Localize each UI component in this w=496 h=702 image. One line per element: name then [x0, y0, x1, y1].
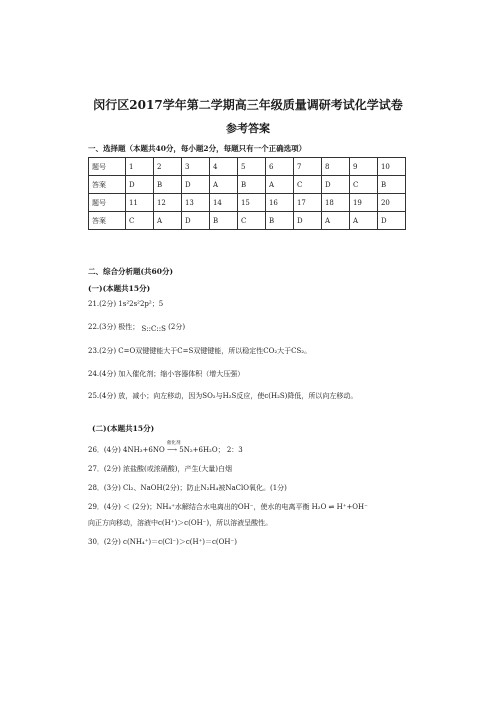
answer-30: 30．(2分) c(NH₄⁺)＝c(Cl⁻)＞c(H⁺)＝c(OH⁻)	[88, 538, 237, 546]
table-cell: A	[209, 176, 237, 194]
answer-28: 28．(3分) Cl₂、NaOH(2分)；防止N₂H₄被NaClO氧化。(1分)	[88, 484, 287, 492]
table-cell: B	[237, 176, 265, 194]
table-cell: A	[321, 212, 349, 230]
section-analysis-heading: 二、综合分析题(共60分)	[88, 267, 174, 276]
table-cell: C	[125, 212, 153, 230]
catalyst-arrow	[166, 441, 181, 454]
answer-26-products: 5N₂+6H₂O； 2：3	[179, 446, 243, 454]
table-cell: 6	[265, 158, 293, 176]
table-cell: B	[377, 176, 405, 194]
table-cell: C	[293, 176, 321, 194]
table-row	[89, 212, 406, 230]
table-cell: B	[153, 176, 181, 194]
table-cell: B	[265, 212, 293, 230]
document-subtitle: 参考答案	[226, 122, 270, 135]
part-two-heading: (二)(本题共15分)	[92, 424, 155, 433]
catalyst-label: 催化剂	[166, 441, 181, 446]
table-row-header-cell: 答案	[89, 212, 126, 230]
table-cell: 15	[237, 194, 265, 212]
table-cell: D	[181, 212, 209, 230]
table-cell: D	[321, 176, 349, 194]
table-cell: 5	[237, 158, 265, 176]
table-cell: B	[209, 212, 237, 230]
table-cell: 4	[209, 158, 237, 176]
table-row-header-cell: 题号	[89, 194, 126, 212]
table-cell: 16	[265, 194, 293, 212]
table-cell: 10	[377, 158, 405, 176]
table-cell: 8	[321, 158, 349, 176]
table-cell: 1	[125, 158, 153, 176]
document-title: 闵行区2017学年第二学期高三年级质量调研考试化学试卷	[93, 98, 403, 112]
answer-22	[88, 322, 185, 332]
table-cell: 14	[209, 194, 237, 212]
table-cell: 13	[181, 194, 209, 212]
answer-22-suffix: (2分)	[168, 323, 186, 331]
table-cell: C	[349, 176, 377, 194]
table-cell: D	[377, 212, 405, 230]
answer-24: 24.(4分) 加入催化剂；缩小容器体积（增大压强）	[88, 370, 245, 378]
answer-25: 25.(4分) 放，减小；向左移动，因为SO₂与H₂S反应，使c(H₂S)降低，所以向左移动。	[88, 392, 358, 400]
table-row-header-cell: 题号	[89, 158, 126, 176]
table-cell: 19	[349, 194, 377, 212]
table-cell: 11	[125, 194, 153, 212]
answer-27: 27．(2分) 浓盐酸(或浓硝酸)，产生(大量)白烟	[88, 465, 232, 473]
answer-29-line2: 向正方向移动，溶液中c(H⁺)＞c(OH⁻)，所以溶液呈酸性。	[88, 519, 273, 527]
lewis-structure-cs2: S::C::S	[141, 325, 166, 333]
answer-29-line1: 29．(4分) ＜ (2分)；NH₄⁺水解结合水电离出的OH⁻，使水的电离平衡 H₂O ⇌ H⁺+OH⁻	[88, 503, 368, 511]
table-cell: C	[237, 212, 265, 230]
table-cell: 20	[377, 194, 405, 212]
part-one-heading: (一)(本题共15分)	[88, 284, 151, 293]
reaction-arrow-icon: ⟶	[166, 446, 178, 454]
table-cell: A	[349, 212, 377, 230]
answer-23: 23.(2分) C=O双键键能大于C=S双键键能，所以稳定性CO₂大于CS₂。	[88, 347, 312, 355]
table-cell: 18	[321, 194, 349, 212]
table-cell: 2	[153, 158, 181, 176]
table-cell: D	[293, 212, 321, 230]
answer-26	[88, 441, 243, 455]
table-cell: 9	[349, 158, 377, 176]
answer-table	[88, 157, 406, 230]
table-cell: 17	[293, 194, 321, 212]
table-row	[89, 176, 406, 194]
table-row	[89, 158, 406, 176]
table-cell: D	[181, 176, 209, 194]
table-row-header-cell: 答案	[89, 176, 126, 194]
section-choice-heading: 一、选择题（本题共40分，每小题2分，每题只有一个正确选项）	[88, 144, 307, 153]
answer-26-reactants: 26．(4分) 4NH₃+6NO	[88, 446, 165, 454]
answer-21: 21.(2分) 1s²2s²2p²；5	[88, 300, 164, 308]
answer-22-prefix: 22.(3分) 极性；	[88, 323, 140, 331]
table-cell: 7	[293, 158, 321, 176]
table-cell: D	[125, 176, 153, 194]
table-cell: A	[265, 176, 293, 194]
table-cell: 3	[181, 158, 209, 176]
table-cell: 12	[153, 194, 181, 212]
table-row	[89, 194, 406, 212]
table-cell: A	[153, 212, 181, 230]
